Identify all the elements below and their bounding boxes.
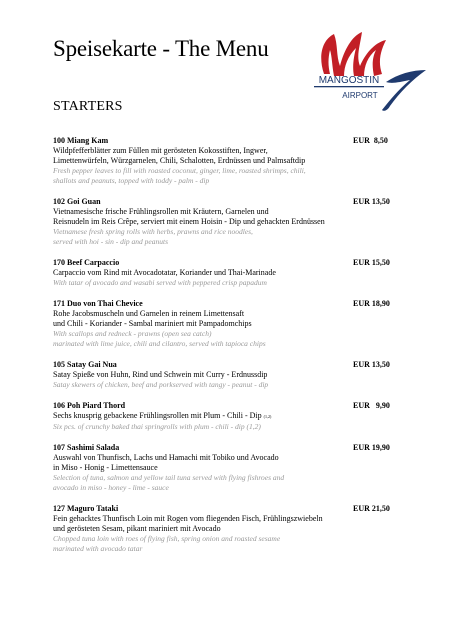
menu-item-price: EUR 13,50 — [353, 360, 390, 369]
logo-line1: MANGOSTIN — [318, 75, 380, 86]
menu-item-description-en: avocado in miso - honey - lime - sauce — [53, 483, 169, 492]
menu-item-price: EUR 21,50 — [353, 504, 390, 513]
menu-item-description-en: With scallops and redneck - prawns (open sea catch) — [53, 329, 212, 338]
menu-item-name: 107 Sashimi Salada — [53, 443, 120, 452]
menu-item — [53, 401, 403, 432]
menu-item-description-de: Vietnamesische frische Frühlingsrollen mit Kräutern, Garnelen und — [53, 207, 269, 216]
page-title: Speisekarte - The Menu — [53, 36, 269, 61]
menu-item-description-de: in Miso - Honig - Limettensauce — [53, 463, 158, 472]
menu-item-description-en: served with hoi - sin - dip and peanuts — [53, 237, 168, 246]
menu-item-header — [53, 360, 403, 370]
menu-item-header — [53, 504, 403, 514]
menu-item-price: EUR 13,50 — [353, 197, 390, 206]
menu-item-name: 100 Miang Kam — [53, 136, 109, 145]
menu-item-name: 105 Satay Gai Nua — [53, 360, 117, 369]
menu-item-description-en: With tatar of avocado and wasabi served with peppered crisp papadum — [53, 278, 267, 287]
menu-item-header — [53, 401, 403, 411]
menu-item-header — [53, 136, 403, 146]
menu-item-header — [53, 443, 403, 453]
menu-item-description-de: Rohe Jacobsmuscheln und Garnelen in reinem Limettensaft — [53, 309, 245, 318]
menu-item-description-en: marinated with lime juice, chili and cilantro, served with tapioca chips — [53, 339, 266, 348]
menu-item — [53, 443, 403, 493]
menu-item-description-de: Reisnudeln im Reis Crêpe, serviert mit einem Hoisin - Dip und gehackten Erdnüssen — [53, 217, 325, 226]
menu-item-name: 106 Poh Piard Thord — [53, 401, 126, 410]
menu-item-price: EUR 8,50 — [353, 136, 388, 145]
menu-item — [53, 136, 403, 186]
menu-item-description-de: Wildpfefferblätter zum Füllen mit gerösteten Kokosstiften, Ingwer, — [53, 146, 268, 155]
menu-item-description-de: Fein gehacktes Thunfisch Loin mit Rogen vom fliegenden Fisch, Frühlingszwiebeln — [53, 514, 323, 523]
menu-item-description-de: und Chili - Koriander - Sambal mariniert mit Pampadomchips — [53, 319, 252, 328]
menu-item-price: EUR 15,50 — [353, 258, 390, 267]
menu-item — [53, 504, 403, 554]
menu-item-header — [53, 299, 403, 309]
menu-item-description-en: Vietnamese fresh spring rolls with herbs, prawns and rice noodles, — [53, 227, 253, 236]
menu-item-description-en: shallots and peanuts, topped with toddy - palm - dip — [53, 176, 210, 185]
menu-item-description-de: Auswahl von Thunfisch, Lachs und Hamachi mit Tobiko und Avocado — [53, 453, 279, 462]
menu-item — [53, 258, 403, 288]
menu-item-description-en: marinated with avocado tatar — [53, 544, 143, 553]
menu-item-description-en: Satay skewers of chicken, beef and porkserved with tangy - peanut - dip — [53, 380, 269, 389]
menu-item-name: 127 Maguro Tataki — [53, 504, 119, 513]
menu-item-price: EUR 18,90 — [353, 299, 390, 308]
menu-item-description-en: Chopped tuna loin with roes of flying fish, spring onion and roasted sesame — [53, 534, 281, 543]
menu-item-description-de: Limettenwürfeln, Würzgarnelen, Chili, Schalotten, Erdnüssen und Palmsaftdip — [53, 156, 306, 165]
menu-list — [53, 136, 403, 565]
menu-item-description-de: und gerösteten Sesam, pikant mariniert mit Avocado — [53, 524, 221, 533]
menu-item-price: EUR 9,90 — [353, 401, 390, 410]
menu-item-description-de: Satay Spieße von Huhn, Rind und Schwein mit Curry - Erdnussdip — [53, 370, 268, 379]
allergen-note: (1,2) — [263, 414, 272, 419]
menu-item-description-en: Selection of tuna, salmon and yellow tail tuna served with flying fishroes and — [53, 473, 285, 482]
menu-item-name: 102 Goi Guan — [53, 197, 101, 206]
menu-item — [53, 360, 403, 390]
menu-item-header — [53, 258, 403, 268]
menu-item-name: 170 Beef Carpaccio — [53, 258, 120, 267]
section-title: STARTERS — [53, 99, 123, 114]
menu-item-description-en: Fresh pepper leaves to fill with roasted coconut, ginger, lime, roasted shrimps, chili, — [53, 166, 306, 175]
menu-item-description-en: Six pcs. of crunchy baked thai springrolls with plum - chili - dip (1,2) — [53, 422, 261, 431]
menu-item-header — [53, 197, 403, 207]
menu-item-name: 171 Duo von Thai Chevice — [53, 299, 143, 308]
mangostin-airport-logo — [300, 26, 430, 118]
logo-line2: AIRPORT — [342, 91, 378, 100]
logo-graphic — [300, 26, 430, 118]
menu-item-description-de: Carpaccio vom Rind mit Avocadotatar, Koriander und Thai-Marinade — [53, 268, 276, 277]
menu-item — [53, 299, 403, 349]
menu-item — [53, 197, 403, 247]
menu-item-description-de: Sechs knusprig gebackene Frühlingsrollen mit Plum - Chili - Dip (1,2) — [53, 411, 272, 420]
menu-item-price: EUR 19,90 — [353, 443, 390, 452]
